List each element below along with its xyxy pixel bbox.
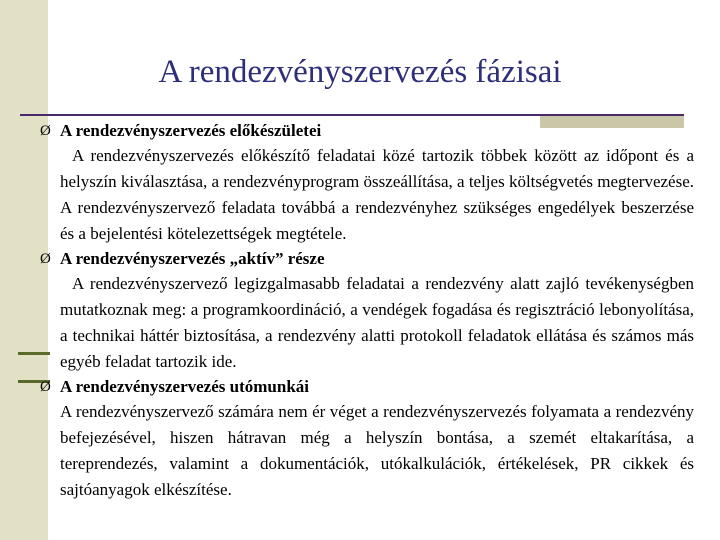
arrow-bullet-icon: Ø bbox=[40, 251, 51, 267]
slide-title: A rendezvényszervezés fázisai bbox=[158, 54, 562, 91]
arrow-bullet-icon: Ø bbox=[40, 123, 51, 139]
section-preparation bbox=[40, 119, 694, 247]
section-heading-text: A rendezvényszervezés előkészületei bbox=[60, 121, 322, 140]
section-heading-text: A rendezvényszervezés utómunkái bbox=[60, 377, 309, 396]
section-body: A rendezvényszervezés előkészítő feladatai közé tartozik többek között az időpont és a helyszín kiválasztása, a rendezvényprogram összeállítása, a teljes költségvetés megtervezése. A rendezvényszervező feladata továbbá a rendezvényhez szükséges engedélyek beszerzése és a bejelentési kötelezettségek megtétele. bbox=[60, 146, 694, 243]
slide-content bbox=[40, 119, 694, 503]
section-heading bbox=[40, 375, 694, 399]
section-heading bbox=[40, 119, 694, 143]
section-body: A rendezvényszervező legizgalmasabb feladatai a rendezvény alatt zajló tevékenységben mutatkoznak meg: a programkoordináció, a vendégek fogadása és regisztráció lebonyolítása, a technikai háttér biztosítása, a rendezvény alatti protokoll feladatok ellátása és számos más egyéb feladat tartozik ide. bbox=[60, 274, 694, 371]
section-heading-text: A rendezvényszervezés „aktív” része bbox=[60, 249, 325, 268]
section-followup bbox=[40, 375, 694, 503]
section-heading bbox=[40, 247, 694, 271]
section-body: A rendezvényszervező számára nem ér véget a rendezvényszervezés folyamata a rendezvény befejezésével, hiszen hátravan még a helyszín bontása, a szemét eltakarítása, a tereprendezés, valamint a dokumentációk, utókalkulációk, értékelések, PR cikkek és sajtóanyagok elkészítése. bbox=[60, 402, 694, 499]
arrow-bullet-icon: Ø bbox=[40, 379, 51, 395]
section-active bbox=[40, 247, 694, 375]
